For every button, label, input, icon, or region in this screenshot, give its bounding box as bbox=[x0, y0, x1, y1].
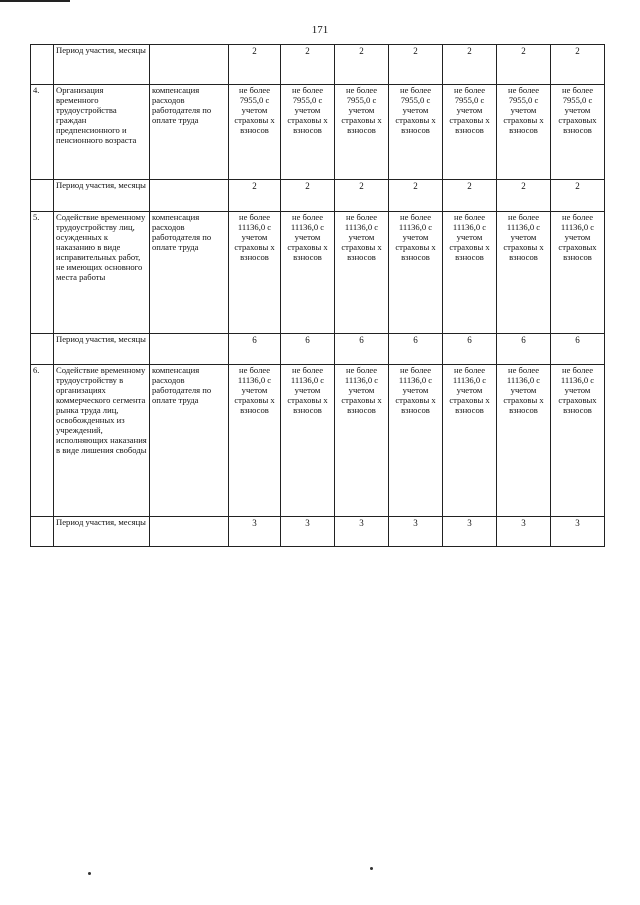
row-number: 6. bbox=[31, 365, 54, 517]
period-value: 6 bbox=[389, 334, 443, 365]
period-label-cell: Период участия, месяцы bbox=[54, 45, 150, 85]
value-cell: не более 11136,0 с учетом страховы х взносов bbox=[389, 212, 443, 334]
period-value: 3 bbox=[281, 517, 335, 547]
period-value: 3 bbox=[335, 517, 389, 547]
value-cell: не более 11136,0 с учетом страховы х взносов bbox=[335, 212, 389, 334]
cell-empty bbox=[150, 334, 229, 365]
period-value: 6 bbox=[551, 334, 605, 365]
row-title: Содействие временному трудоустройству в организациях коммерческого сегмента рынка труда лиц, освобожденных из учреждений, исполняющих наказания в виде лишения свободы bbox=[54, 365, 150, 517]
period-value: 3 bbox=[497, 517, 551, 547]
period-value: 2 bbox=[281, 180, 335, 212]
value-cell: не более 7955,0 с учетом страховы х взносов bbox=[497, 85, 551, 180]
period-value: 2 bbox=[497, 45, 551, 85]
value-cell: не более 7955,0 с учетом страховы х взносов bbox=[389, 85, 443, 180]
period-value: 2 bbox=[229, 45, 281, 85]
table-row-period bbox=[31, 334, 605, 365]
cell-empty bbox=[150, 180, 229, 212]
period-value: 6 bbox=[335, 334, 389, 365]
value-cell: не более 11136,0 с учетом страховы х взносов bbox=[281, 212, 335, 334]
period-value: 3 bbox=[443, 517, 497, 547]
period-value: 6 bbox=[443, 334, 497, 365]
period-value: 2 bbox=[335, 180, 389, 212]
period-value: 2 bbox=[229, 180, 281, 212]
table-row-period bbox=[31, 180, 605, 212]
period-value: 6 bbox=[281, 334, 335, 365]
period-value: 6 bbox=[229, 334, 281, 365]
cell-empty bbox=[31, 180, 54, 212]
scan-dot bbox=[370, 867, 373, 870]
period-label-cell: Период участия, месяцы bbox=[54, 180, 150, 212]
period-value: 2 bbox=[281, 45, 335, 85]
period-value: 3 bbox=[389, 517, 443, 547]
row-number: 5. bbox=[31, 212, 54, 334]
period-value: 2 bbox=[335, 45, 389, 85]
value-cell: не более 11136,0 с учетом страховы х взносов bbox=[497, 212, 551, 334]
table-row-period bbox=[31, 517, 605, 547]
value-cell: не более 11136,0 с учетом страховы х взносов bbox=[497, 365, 551, 517]
period-value: 2 bbox=[551, 45, 605, 85]
value-cell: не более 11136,0 с учетом страховы х взносов bbox=[281, 365, 335, 517]
period-label-cell: Период участия, месяцы bbox=[54, 334, 150, 365]
row-description: компенсация расходов работодателя по оплате труда bbox=[150, 212, 229, 334]
value-cell: не более 7955,0 с учетом страховы х взносов bbox=[443, 85, 497, 180]
row-title: Организация временного трудоустройства граждан предпенсионного и пенсионного возраста bbox=[54, 85, 150, 180]
period-value: 2 bbox=[389, 180, 443, 212]
period-value: 2 bbox=[497, 180, 551, 212]
value-cell: не более 11136,0 с учетом страховых взносов bbox=[551, 365, 605, 517]
value-cell: не более 7955,0 с учетом страховы х взносов bbox=[281, 85, 335, 180]
header-rule bbox=[0, 0, 70, 2]
program-table bbox=[30, 44, 605, 547]
period-value: 2 bbox=[551, 180, 605, 212]
cell-empty bbox=[31, 334, 54, 365]
table-row bbox=[31, 365, 605, 517]
value-cell: не более 11136,0 с учетом страховы х взносов bbox=[443, 365, 497, 517]
value-cell: не более 11136,0 с учетом страховы х взносов bbox=[389, 365, 443, 517]
table-row bbox=[31, 212, 605, 334]
row-number: 4. bbox=[31, 85, 54, 180]
value-cell: не более 7955,0 с учетом страховы х взносов bbox=[229, 85, 281, 180]
cell-empty bbox=[150, 517, 229, 547]
period-value: 2 bbox=[389, 45, 443, 85]
row-description: компенсация расходов работодателя по оплате труда bbox=[150, 85, 229, 180]
row-title: Содействие временному трудоустройству лиц, осужденных к наказанию в виде исправительных работ, не имеющих основного места работы bbox=[54, 212, 150, 334]
period-value: 3 bbox=[551, 517, 605, 547]
value-cell: не более 11136,0 с учетом страховы х взносов bbox=[443, 212, 497, 334]
value-cell: не более 11136,0 с учетом страховы х взносов bbox=[229, 365, 281, 517]
period-value: 2 bbox=[443, 45, 497, 85]
scan-dot bbox=[88, 872, 91, 875]
page-number: 171 bbox=[311, 24, 329, 36]
cell-empty bbox=[31, 517, 54, 547]
table-row bbox=[31, 85, 605, 180]
value-cell: не более 7955,0 с учетом страховых взносов bbox=[551, 85, 605, 180]
value-cell: не более 11136,0 с учетом страховы х взносов bbox=[229, 212, 281, 334]
cell-empty bbox=[150, 45, 229, 85]
cell-empty bbox=[31, 45, 54, 85]
value-cell: не более 11136,0 с учетом страховых взносов bbox=[551, 212, 605, 334]
value-cell: не более 11136,0 с учетом страховы х взносов bbox=[335, 365, 389, 517]
period-value: 3 bbox=[229, 517, 281, 547]
period-label-cell: Период участия, месяцы bbox=[54, 517, 150, 547]
period-value: 6 bbox=[497, 334, 551, 365]
table-row-period-top bbox=[31, 45, 605, 85]
value-cell: не более 7955,0 с учетом страховы х взносов bbox=[335, 85, 389, 180]
period-value: 2 bbox=[443, 180, 497, 212]
row-description: компенсация расходов работодателя по оплате труда bbox=[150, 365, 229, 517]
